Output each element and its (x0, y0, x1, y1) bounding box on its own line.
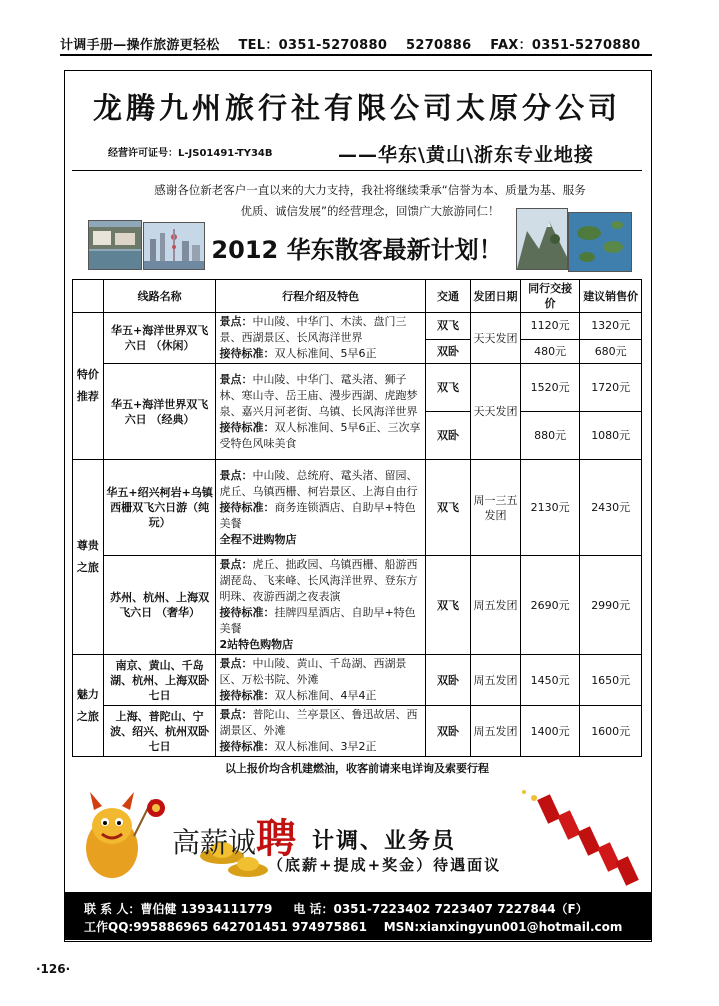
category-special: 特价推荐 (73, 313, 104, 460)
transport: 双卧 (425, 706, 471, 757)
table-row (73, 364, 642, 412)
sights-text: 中山陵、黄山、千岛湖、西湖景区、万松书院、外滩 (219, 657, 407, 686)
peer-price: 1450元 (520, 655, 580, 706)
suggest-price: 2990元 (580, 556, 642, 655)
sights-label: 景点： (219, 372, 253, 386)
transport: 双飞 (425, 460, 471, 556)
peer-price: 1120元 (520, 313, 580, 340)
top-header (60, 34, 652, 53)
suggest-price: 1320元 (580, 313, 642, 340)
depart-date: 周五发团 (471, 655, 520, 706)
suggest-price: 2430元 (580, 460, 642, 556)
route-name: 南京、黄山、千岛湖、杭州、上海双卧七日 (103, 655, 216, 706)
std-label: 接待标准： (219, 347, 275, 360)
price-footnote: 以上报价均含机建燃油，收客前请来电详询及索要行程 (225, 762, 489, 775)
sights-text: 中山陵、中华门、鼋头渚、狮子林、寒山寺、岳王庙、漫步西湖、虎跑梦泉、嘉兴月河老街、乌镇、长风海洋世界 (219, 372, 418, 418)
std-label: 接待标准： (219, 420, 275, 434)
category-charm: 魅力之旅 (73, 655, 104, 757)
sights-label: 景点： (219, 558, 253, 571)
company-tagline: ——华东\黄山\浙东专业地接 (338, 144, 594, 166)
route-name: 华五+绍兴柯岩+乌镇西栅双飞六日游（纯玩） (103, 460, 216, 556)
contact-qq: 995886965 642701451 974975861 (133, 920, 367, 934)
route-desc (216, 556, 425, 655)
recruit-benefit: （底薪+提成+奖金）待遇面议 (268, 856, 502, 874)
sights-label: 景点： (219, 657, 253, 670)
route-desc (216, 313, 425, 364)
std-text: 双人标准间、3早2正 (274, 740, 377, 753)
route-desc (216, 364, 425, 460)
intro-line-1: 感谢各位新老客户一直以来的大力支持，我社将继续秉承“信誉为本、质量为基、服务 (154, 183, 586, 197)
std-label: 接待标准： (219, 500, 275, 514)
route-name: 苏州、杭州、上海双飞六日 （奢华） (103, 556, 216, 655)
depart-date: 周五发团 (471, 556, 520, 655)
firecracker-icon (522, 790, 639, 886)
std-text: 商务连锁酒店、自助早+特色美餐 (219, 500, 416, 530)
suggest-price: 1600元 (580, 706, 642, 757)
contact-msn-label: MSN: (383, 920, 420, 934)
dragon-mascot-icon (86, 792, 165, 878)
sights-label: 景点： (219, 708, 253, 721)
sights-text: 虎丘、拙政园、乌镇西栅、船游西湖琵岛、飞来峰、长风海洋世界、登东方明珠、夜游西湖之夜表演 (219, 558, 418, 603)
page-number: ·126· (36, 962, 71, 976)
suggest-price: 680元 (580, 339, 642, 363)
depart-date: 天天发团 (471, 313, 520, 364)
suggest-price: 1080元 (580, 412, 642, 460)
contact-line-1 (84, 900, 588, 917)
contact-person: 曹伯健 13934111779 (140, 902, 273, 916)
routes-table (72, 279, 642, 757)
intro-line-2: 优质、诚信发展”的经营理念，回馈广大旅游同仁！ (240, 204, 500, 218)
sights-text: 普陀山、兰亭景区、鲁迅故居、西湖景区、外滩 (219, 708, 418, 737)
table-row (73, 655, 642, 706)
depart-date: 天天发团 (471, 364, 520, 460)
contact-msn: xianxingyun001@hotmail.com (419, 920, 623, 934)
shopping-note: 全程不进购物店 (219, 532, 297, 546)
header-route: 线路名称 (103, 280, 216, 313)
suggest-price: 1650元 (580, 655, 642, 706)
suggest-price: 1720元 (580, 364, 642, 412)
peer-price: 2130元 (520, 460, 580, 556)
contact-qq-label: 工作QQ: (84, 920, 134, 934)
header-fax: FAX：0351-5270880 (490, 38, 641, 53)
route-desc (216, 460, 425, 556)
transport: 双飞 (425, 313, 471, 340)
transport: 双卧 (425, 412, 471, 460)
recruit-roles: 计调、业务员 (312, 828, 457, 854)
std-text: 挂牌四星酒店、自助早+特色美餐 (219, 606, 416, 635)
table-row (73, 313, 642, 340)
std-text: 双人标准间、5早6正 (274, 347, 377, 360)
route-name: 上海、普陀山、宁波、绍兴、杭州双卧七日 (103, 706, 216, 757)
recruit-lead: 高薪诚 (172, 826, 257, 859)
transport: 双飞 (425, 556, 471, 655)
header-transport: 交通 (425, 280, 471, 313)
header-tel2: 5270886 (406, 38, 472, 53)
license-number: 经营许可证号：L-JS01491-TY34B (108, 148, 273, 159)
header-desc: 行程介绍及特色 (216, 280, 425, 313)
route-name: 华五+海洋世界双飞六日 （经典） (103, 364, 216, 460)
depart-date: 周一三五发团 (471, 460, 520, 556)
table-row (73, 556, 642, 655)
std-label: 接待标准： (219, 689, 275, 702)
std-text: 双人标准间、5早6正、三次享受特色风味美食 (219, 420, 421, 450)
transport: 双卧 (425, 655, 471, 706)
contact-tel-label: 电 话： (293, 902, 334, 916)
transport: 双飞 (425, 364, 471, 412)
table-row (73, 706, 642, 757)
peer-price: 880元 (520, 412, 580, 460)
table-row (73, 460, 642, 556)
company-name: 龙腾九州旅行社有限公司太原分公司 (92, 91, 621, 125)
depart-date: 周五发团 (471, 706, 520, 757)
contact-line-2 (84, 918, 622, 935)
header-divider (60, 54, 652, 56)
route-desc (216, 655, 425, 706)
headline: 2012 华东散客最新计划！ (211, 236, 503, 264)
transport: 双卧 (425, 339, 471, 363)
header-peer-price: 同行交接价 (520, 280, 580, 313)
sights-label: 景点： (219, 468, 253, 482)
peer-price: 480元 (520, 339, 580, 363)
header-depart: 发团日期 (471, 280, 520, 313)
peer-price: 2690元 (520, 556, 580, 655)
contact-tel: 0351-7223402 7223407 7227844（F） (333, 902, 588, 916)
sights-text: 中山陵、中华门、木渎、盘门三景、西湖景区、长风海洋世界 (219, 315, 407, 344)
contact-person-label: 联 系 人： (84, 902, 141, 916)
section-divider (72, 170, 642, 171)
header-slogan: 计调手册—操作旅游更轻松 (60, 38, 220, 53)
header-tel: TEL：0351-5270880 (238, 38, 388, 53)
std-label: 接待标准： (219, 740, 275, 753)
route-name: 华五+海洋世界双飞六日 （休闲） (103, 313, 216, 364)
peer-price: 1400元 (520, 706, 580, 757)
sights-label: 景点： (219, 315, 253, 328)
peer-price: 1520元 (520, 364, 580, 412)
std-text: 双人标准间、4早4正 (274, 689, 377, 702)
header-suggest-price: 建议销售价 (580, 280, 642, 313)
route-desc (216, 706, 425, 757)
shopping-note: 2站特色购物店 (219, 638, 294, 651)
std-label: 接待标准： (219, 606, 275, 619)
recruit-big-char: 聘 (256, 816, 297, 862)
table-header-row (73, 280, 642, 313)
sights-text: 中山陵、总统府、鼋头渚、留园、虎丘、乌镇西栅、柯岩景区、上海自由行 (219, 468, 418, 498)
header-category-cell (73, 280, 104, 313)
category-premium: 尊贵之旅 (73, 460, 104, 655)
